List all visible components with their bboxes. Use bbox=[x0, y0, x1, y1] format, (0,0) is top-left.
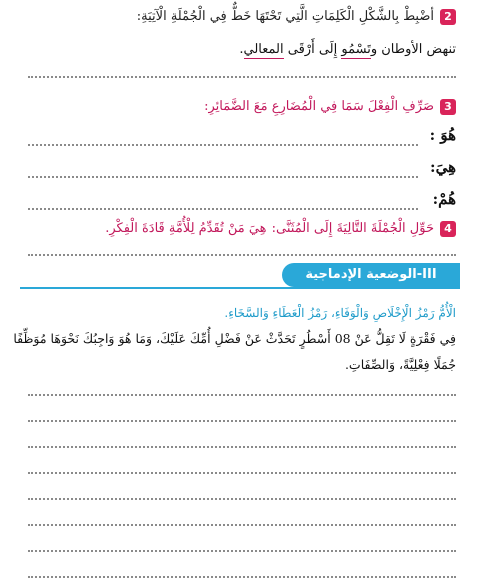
pronoun-label: هُمْ: bbox=[432, 190, 456, 208]
situation-intro: الْأُمُّ رَمْزُ الْإِخْلَاصِ وَالْوَفَاءِ، رَمْزُ الْعَطَاءِ وَالسَّخَاءِ. bbox=[224, 306, 456, 320]
sentence-part: إِلَى أَرْقَى bbox=[283, 42, 342, 57]
question-2 bbox=[24, 6, 456, 25]
underlined-word: المعالي bbox=[243, 42, 284, 57]
writing-line[interactable] bbox=[28, 576, 456, 578]
question-2-sentence bbox=[24, 38, 456, 57]
answer-line[interactable] bbox=[28, 254, 456, 256]
writing-line[interactable] bbox=[28, 394, 456, 396]
answer-line[interactable] bbox=[28, 176, 418, 178]
question-4 bbox=[24, 218, 456, 237]
question-number-badge: 3 bbox=[440, 99, 456, 115]
situation-task-line-2: جُمَلًا فِعْلِيَّةً، وَالصِّفَاتِ. bbox=[344, 357, 456, 372]
pronoun-label: هِيَ: bbox=[430, 158, 456, 176]
section-header-bar bbox=[20, 263, 460, 289]
question-3 bbox=[24, 96, 456, 115]
question-2-instruction: أضْبِطْ بِالشَّكْلِ الْكَلِمَاتِ الَّتِي تَحْتَهَا خَطٌّ فِي الْجُمْلَةِ الْآتِيَةِ: bbox=[136, 9, 434, 24]
question-4-instruction: حَوِّلِ الْجُمْلَةَ التَّالِيَةَ إِلَى الْمُثَنَّى: bbox=[271, 221, 434, 236]
answer-line[interactable] bbox=[28, 76, 456, 78]
answer-line[interactable] bbox=[28, 144, 418, 146]
writing-line[interactable] bbox=[28, 498, 456, 500]
pronoun-label: هُوَ : bbox=[429, 126, 456, 144]
underlined-word: تَسْمُو bbox=[341, 42, 371, 57]
writing-line[interactable] bbox=[28, 472, 456, 474]
sentence-part: تنهض الأوطان و bbox=[370, 42, 456, 57]
writing-line[interactable] bbox=[28, 420, 456, 422]
question-number-badge: 4 bbox=[440, 221, 456, 237]
sentence-part: . bbox=[239, 42, 244, 57]
writing-line[interactable] bbox=[28, 524, 456, 526]
question-number-badge: 2 bbox=[440, 9, 456, 25]
question-3-instruction: صَرِّفِ الْفِعْلَ سَمَا فِي الْمُضَارِعِ مَعَ الضَّمَائِرِ: bbox=[204, 99, 434, 114]
writing-line[interactable] bbox=[28, 446, 456, 448]
question-4-sentence: هِيَ مَنْ تُقَدِّمُ لِلْأُمَّةِ قَادَةَ الْفِكْرِ. bbox=[105, 221, 267, 236]
section-title: III-الوضعية الإدماجية bbox=[282, 263, 460, 287]
situation-task-line-1: فِي فَقْرَةٍ لَا تَقِلُّ عَنْ 08 أَسْطُرٍ تَحَدَّثْ عَنْ فَضْلِ أُمِّكَ عَلَيْكَ، وَمَا هُوَ وَاجِبُكَ نَحْوَهَا مُوَظِّفًا bbox=[13, 331, 456, 346]
writing-line[interactable] bbox=[28, 550, 456, 552]
answer-line[interactable] bbox=[28, 208, 418, 210]
